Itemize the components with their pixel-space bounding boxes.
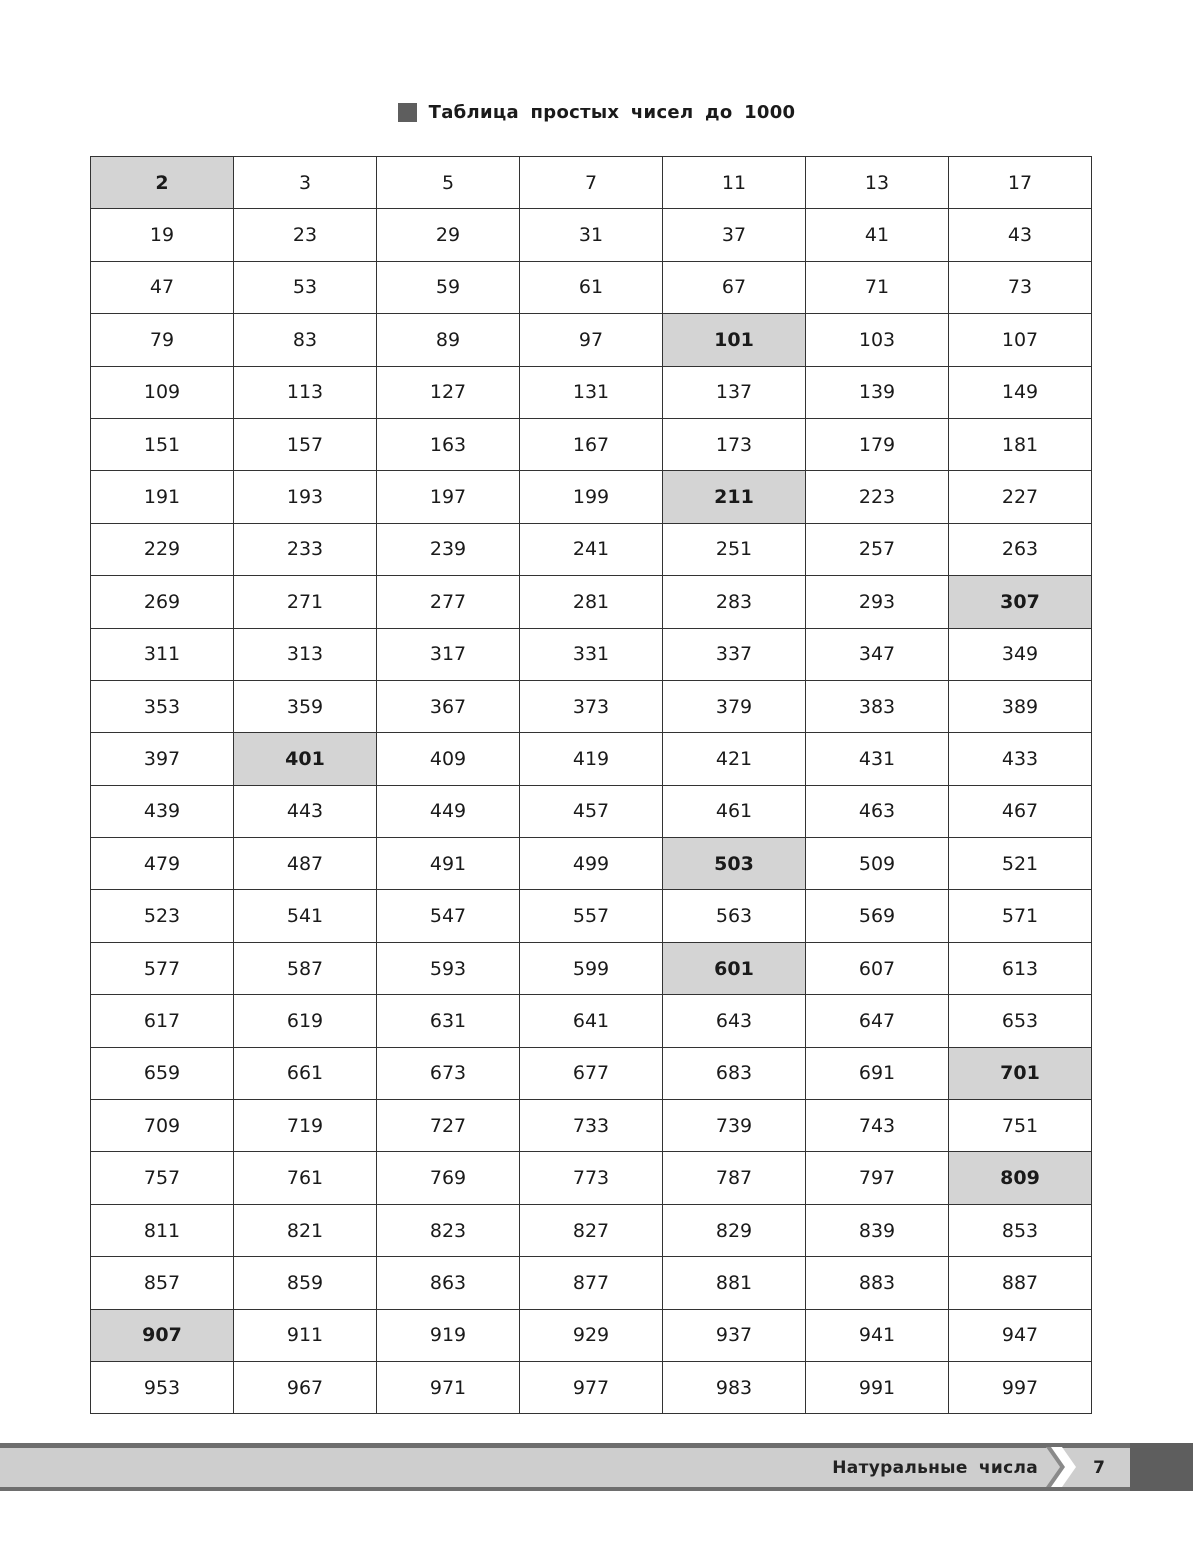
table-row [91, 995, 1092, 1047]
prime-cell: 727 [377, 1100, 520, 1152]
prime-cell: 349 [949, 628, 1092, 680]
prime-cell: 29 [377, 209, 520, 261]
prime-cell: 61 [520, 261, 663, 313]
highlighted-prime-cell: 101 [663, 314, 806, 366]
prime-cell: 331 [520, 628, 663, 680]
prime-cell: 139 [806, 366, 949, 418]
prime-cell: 839 [806, 1204, 949, 1256]
prime-cell: 53 [234, 261, 377, 313]
table-row [91, 157, 1092, 209]
prime-cell: 587 [234, 942, 377, 994]
prime-cell: 599 [520, 942, 663, 994]
prime-cell: 487 [234, 838, 377, 890]
highlighted-prime-cell: 401 [234, 733, 377, 785]
prime-cell: 751 [949, 1100, 1092, 1152]
prime-cell: 631 [377, 995, 520, 1047]
prime-cell: 479 [91, 838, 234, 890]
highlighted-prime-cell: 601 [663, 942, 806, 994]
prime-cell: 617 [91, 995, 234, 1047]
table-row [91, 209, 1092, 261]
prime-cell: 739 [663, 1100, 806, 1152]
table-row [91, 523, 1092, 575]
prime-cell: 983 [663, 1361, 806, 1413]
prime-cell: 197 [377, 471, 520, 523]
prime-cell: 383 [806, 680, 949, 732]
prime-cell: 881 [663, 1257, 806, 1309]
table-row [91, 1361, 1092, 1413]
square-bullet-icon [398, 103, 417, 122]
prime-cell: 67 [663, 261, 806, 313]
table-row [91, 890, 1092, 942]
prime-cell: 797 [806, 1152, 949, 1204]
prime-cell: 151 [91, 418, 234, 470]
prime-cell: 757 [91, 1152, 234, 1204]
prime-cell: 71 [806, 261, 949, 313]
prime-cell: 769 [377, 1152, 520, 1204]
prime-cell: 461 [663, 785, 806, 837]
prime-cell: 691 [806, 1047, 949, 1099]
prime-cell: 449 [377, 785, 520, 837]
prime-cell: 47 [91, 261, 234, 313]
highlighted-prime-cell: 2 [91, 157, 234, 209]
page-title [0, 98, 1193, 126]
prime-cell: 593 [377, 942, 520, 994]
prime-cell: 563 [663, 890, 806, 942]
prime-cell: 397 [91, 733, 234, 785]
prime-cell: 821 [234, 1204, 377, 1256]
prime-cell: 419 [520, 733, 663, 785]
prime-cell: 107 [949, 314, 1092, 366]
prime-cell: 31 [520, 209, 663, 261]
prime-cell: 269 [91, 576, 234, 628]
prime-cell: 73 [949, 261, 1092, 313]
prime-cell: 761 [234, 1152, 377, 1204]
table-row [91, 1100, 1092, 1152]
prime-cell: 443 [234, 785, 377, 837]
prime-cell: 277 [377, 576, 520, 628]
prime-cell: 857 [91, 1257, 234, 1309]
highlighted-prime-cell: 211 [663, 471, 806, 523]
prime-cell: 311 [91, 628, 234, 680]
prime-cell: 23 [234, 209, 377, 261]
table-row [91, 680, 1092, 732]
prime-cell: 241 [520, 523, 663, 575]
prime-cell: 941 [806, 1309, 949, 1361]
prime-cell: 149 [949, 366, 1092, 418]
prime-cell: 157 [234, 418, 377, 470]
prime-cell: 719 [234, 1100, 377, 1152]
prime-cell: 877 [520, 1257, 663, 1309]
prime-cell: 607 [806, 942, 949, 994]
prime-cell: 163 [377, 418, 520, 470]
prime-cell: 547 [377, 890, 520, 942]
prime-cell: 673 [377, 1047, 520, 1099]
footer-section-title: Натуральные числа [832, 1458, 1038, 1478]
prime-cell: 883 [806, 1257, 949, 1309]
prime-cell: 233 [234, 523, 377, 575]
highlighted-prime-cell: 701 [949, 1047, 1092, 1099]
prime-cell: 787 [663, 1152, 806, 1204]
prime-cell: 353 [91, 680, 234, 732]
prime-cell: 347 [806, 628, 949, 680]
prime-cell: 227 [949, 471, 1092, 523]
prime-cell: 367 [377, 680, 520, 732]
table-row [91, 261, 1092, 313]
prime-cell: 929 [520, 1309, 663, 1361]
prime-cell: 643 [663, 995, 806, 1047]
prime-cell: 953 [91, 1361, 234, 1413]
prime-cell: 263 [949, 523, 1092, 575]
prime-cell: 557 [520, 890, 663, 942]
prime-cell: 223 [806, 471, 949, 523]
prime-cell: 103 [806, 314, 949, 366]
prime-cell: 89 [377, 314, 520, 366]
highlighted-prime-cell: 503 [663, 838, 806, 890]
prime-cell: 743 [806, 1100, 949, 1152]
prime-cell: 251 [663, 523, 806, 575]
prime-cell: 661 [234, 1047, 377, 1099]
page-number: 7 [1093, 1458, 1105, 1478]
prime-cell: 467 [949, 785, 1092, 837]
prime-cell: 577 [91, 942, 234, 994]
prime-cell: 571 [949, 890, 1092, 942]
prime-cell: 409 [377, 733, 520, 785]
prime-cell: 919 [377, 1309, 520, 1361]
prime-cell: 859 [234, 1257, 377, 1309]
prime-cell: 317 [377, 628, 520, 680]
table-row [91, 628, 1092, 680]
prime-cell: 977 [520, 1361, 663, 1413]
table-row [91, 471, 1092, 523]
prime-cell: 541 [234, 890, 377, 942]
prime-cell: 173 [663, 418, 806, 470]
table-row [91, 733, 1092, 785]
prime-cell: 191 [91, 471, 234, 523]
prime-cell: 937 [663, 1309, 806, 1361]
prime-cell: 433 [949, 733, 1092, 785]
prime-cell: 997 [949, 1361, 1092, 1413]
prime-cell: 709 [91, 1100, 234, 1152]
prime-cell: 5 [377, 157, 520, 209]
prime-cell: 281 [520, 576, 663, 628]
primes-table-body [91, 157, 1092, 1414]
prime-cell: 967 [234, 1361, 377, 1413]
title-text: Таблица простых чисел до 1000 [428, 101, 796, 123]
table-row [91, 942, 1092, 994]
prime-cell: 313 [234, 628, 377, 680]
prime-cell: 991 [806, 1361, 949, 1413]
prime-cell: 653 [949, 995, 1092, 1047]
prime-cell: 613 [949, 942, 1092, 994]
prime-cell: 293 [806, 576, 949, 628]
highlighted-prime-cell: 307 [949, 576, 1092, 628]
prime-cell: 647 [806, 995, 949, 1047]
table-row [91, 1152, 1092, 1204]
prime-cell: 829 [663, 1204, 806, 1256]
prime-cell: 83 [234, 314, 377, 366]
highlighted-prime-cell: 809 [949, 1152, 1092, 1204]
prime-cell: 863 [377, 1257, 520, 1309]
prime-cell: 683 [663, 1047, 806, 1099]
prime-cell: 193 [234, 471, 377, 523]
prime-cell: 43 [949, 209, 1092, 261]
prime-cell: 59 [377, 261, 520, 313]
prime-cell: 853 [949, 1204, 1092, 1256]
prime-cell: 167 [520, 418, 663, 470]
table-row [91, 366, 1092, 418]
prime-cell: 257 [806, 523, 949, 575]
prime-cell: 521 [949, 838, 1092, 890]
prime-cell: 773 [520, 1152, 663, 1204]
table-row [91, 314, 1092, 366]
prime-cell: 3 [234, 157, 377, 209]
prime-cell: 827 [520, 1204, 663, 1256]
prime-cell: 569 [806, 890, 949, 942]
prime-cell: 97 [520, 314, 663, 366]
table-row [91, 1047, 1092, 1099]
prime-cell: 509 [806, 838, 949, 890]
prime-cell: 457 [520, 785, 663, 837]
prime-cell: 971 [377, 1361, 520, 1413]
prime-cell: 79 [91, 314, 234, 366]
prime-cell: 421 [663, 733, 806, 785]
prime-cell: 619 [234, 995, 377, 1047]
prime-cell: 389 [949, 680, 1092, 732]
prime-cell: 7 [520, 157, 663, 209]
prime-cell: 199 [520, 471, 663, 523]
prime-cell: 947 [949, 1309, 1092, 1361]
table-row [91, 1204, 1092, 1256]
prime-cell: 283 [663, 576, 806, 628]
prime-cell: 113 [234, 366, 377, 418]
prime-cell: 659 [91, 1047, 234, 1099]
table-row [91, 1257, 1092, 1309]
table-row [91, 418, 1092, 470]
highlighted-prime-cell: 907 [91, 1309, 234, 1361]
prime-cell: 179 [806, 418, 949, 470]
table-row [91, 838, 1092, 890]
prime-cell: 181 [949, 418, 1092, 470]
table-row [91, 1309, 1092, 1361]
prime-cell: 11 [663, 157, 806, 209]
prime-cell: 491 [377, 838, 520, 890]
prime-cell: 523 [91, 890, 234, 942]
prime-cell: 439 [91, 785, 234, 837]
prime-cell: 431 [806, 733, 949, 785]
prime-cell: 109 [91, 366, 234, 418]
prime-cell: 463 [806, 785, 949, 837]
prime-cell: 131 [520, 366, 663, 418]
prime-cell: 677 [520, 1047, 663, 1099]
prime-cell: 17 [949, 157, 1092, 209]
prime-cell: 811 [91, 1204, 234, 1256]
primes-table [90, 156, 1092, 1414]
prime-cell: 239 [377, 523, 520, 575]
prime-cell: 499 [520, 838, 663, 890]
footer-dark-block [1130, 1443, 1193, 1491]
prime-cell: 337 [663, 628, 806, 680]
prime-cell: 373 [520, 680, 663, 732]
prime-cell: 733 [520, 1100, 663, 1152]
prime-cell: 41 [806, 209, 949, 261]
prime-cell: 137 [663, 366, 806, 418]
prime-cell: 127 [377, 366, 520, 418]
prime-cell: 271 [234, 576, 377, 628]
prime-cell: 229 [91, 523, 234, 575]
prime-cell: 641 [520, 995, 663, 1047]
prime-cell: 37 [663, 209, 806, 261]
prime-cell: 359 [234, 680, 377, 732]
chevron-right-icon [1042, 1443, 1082, 1491]
prime-cell: 823 [377, 1204, 520, 1256]
prime-cell: 13 [806, 157, 949, 209]
table-row [91, 576, 1092, 628]
prime-cell: 887 [949, 1257, 1092, 1309]
prime-cell: 379 [663, 680, 806, 732]
prime-cell: 19 [91, 209, 234, 261]
prime-cell: 911 [234, 1309, 377, 1361]
table-row [91, 785, 1092, 837]
